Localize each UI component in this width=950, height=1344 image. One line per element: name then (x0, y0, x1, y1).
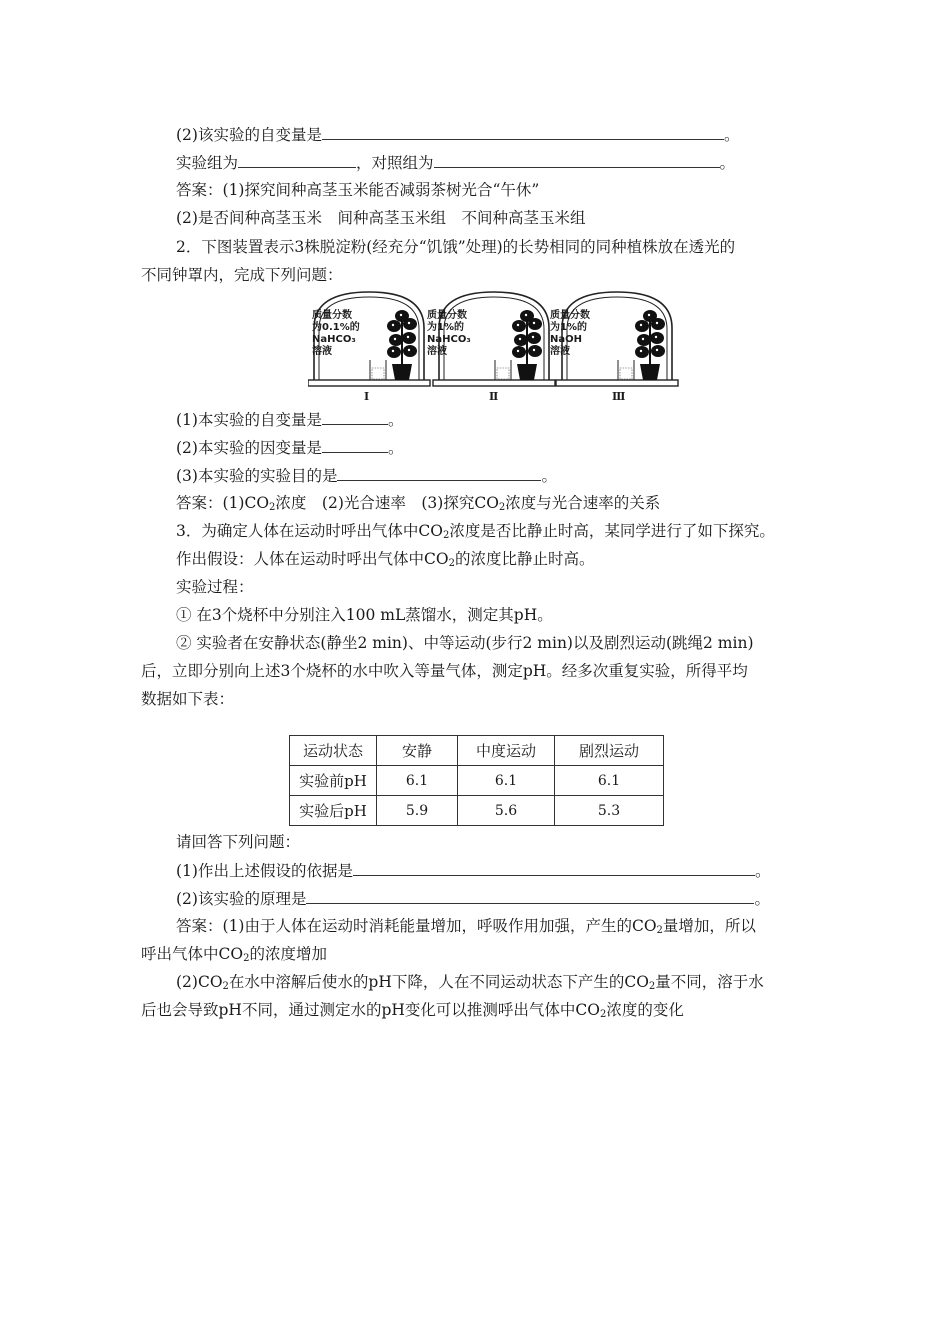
q3-step1: ① 在3个烧杯中分别注入100 mL蒸馏水，测定其pH。 (176, 606, 553, 624)
jar-label-line: 为1%的 (550, 322, 587, 333)
q2-sub3: (3)本实验的实验目的是 。 (176, 467, 557, 485)
leaf-spot (392, 324, 394, 326)
jar-label-line: 质量分数 (550, 310, 590, 321)
jar-label-line: 质量分数 (312, 310, 352, 321)
q3-sub2: (2)该实验的原理是 。 (176, 890, 770, 908)
beaker-solution (620, 368, 632, 379)
leaf-spot (533, 322, 535, 324)
jar-numeral: Ⅱ (489, 390, 499, 403)
flower-pot (392, 364, 412, 380)
table-cell: 5.3 (555, 796, 664, 826)
jar-label-line: NaOH (550, 334, 582, 345)
leaf-spot (655, 336, 657, 338)
answer-blank (322, 409, 388, 425)
q3-answer2-line2: 后也会导致pH不同，通过测定水的pH变化可以推测呼出气体中$CO_2$浓度的变化 (141, 1001, 684, 1020)
table-row (290, 766, 664, 796)
ph-data-table (289, 735, 664, 826)
q3-step2-line2: 后，立即分别向上述3个烧杯的水中吹入等量气体，测定pH。经多次重复实验，所得平均 (141, 662, 748, 680)
leaf-spot (642, 338, 644, 340)
leaf-spot (517, 350, 519, 352)
leaf-spot (648, 314, 650, 316)
leaf-spot (394, 338, 396, 340)
table-header-cell: 安静 (377, 736, 458, 766)
base-plate (308, 380, 430, 386)
jar-label-line: 质量分数 (427, 310, 467, 321)
plant-leaf (643, 310, 657, 322)
plant-leaf (528, 345, 542, 357)
jar-label-line: 溶液 (550, 346, 570, 357)
plant-leaf (512, 320, 526, 332)
q3-ask: 请回答下列问题： (176, 833, 301, 851)
jar-label-line: NaHCO₃ (427, 334, 471, 345)
plant-leaf (387, 346, 401, 358)
table-header-cell: 剧烈运动 (555, 736, 664, 766)
q2-sub1: (1)本实验的自变量是 。 (176, 411, 404, 429)
leaf-spot (525, 314, 527, 316)
table-cell: 5.6 (458, 796, 555, 826)
q2-sub2: (2)本实验的因变量是 。 (176, 439, 404, 457)
leaf-spot (532, 336, 534, 338)
flower-pot (517, 364, 537, 380)
plant-leaf (387, 320, 401, 332)
jar-label-line: 为1%的 (427, 322, 464, 333)
q2-stem-line2: 不同钟罩内，完成下列问题： (141, 266, 343, 284)
jar-label-line: 为0.1%的 (312, 322, 360, 333)
q3-step2-line3: 数据如下表： (141, 690, 235, 708)
leaf-spot (656, 322, 658, 324)
plant-leaf (402, 332, 416, 344)
base-plate (433, 380, 555, 386)
jar-solution-label (312, 310, 360, 358)
leaf-spot (533, 349, 535, 351)
leaf-spot (400, 314, 402, 316)
jar-label-line: 溶液 (427, 346, 447, 357)
jar-solution-label (427, 310, 471, 358)
bell-jar-figure (308, 288, 680, 406)
leaf-spot (407, 336, 409, 338)
table-header-cell: 中度运动 (458, 736, 555, 766)
table-cell: 6.1 (377, 766, 458, 796)
leaf-spot (392, 350, 394, 352)
table-header-cell: 运动状态 (290, 736, 377, 766)
plant-leaf (403, 345, 417, 357)
plant-leaf (514, 334, 528, 346)
answer-blank (238, 152, 356, 168)
q2-stem-line1: 2．下图装置表示3株脱淀粉(经充分“饥饿”处理)的长势相同的同种植株放在透光的 (176, 238, 736, 256)
jar-label-line: 溶液 (312, 346, 332, 357)
plant-leaf (512, 346, 526, 358)
jar-label-line: NaHCO₃ (312, 334, 356, 345)
leaf-spot (640, 350, 642, 352)
q1-answer-1: 答案：(1)探究间种高茎玉米能否减弱茶树光合“午休” (176, 181, 540, 199)
plant-leaf (635, 346, 649, 358)
q3-step2-line1: ② 实验者在安静状态(静坐2 min)、中等运动(步行2 min)以及剧烈运动(跳绳2 min) (176, 634, 754, 652)
plant-leaf (527, 332, 541, 344)
q3-hypothesis: 作出假设：人体在运动时呼出气体中$CO_2$的浓度比静止时高。 (176, 550, 595, 569)
answer-blank (434, 152, 720, 168)
table-header-row (290, 736, 664, 766)
jar-solution-label (550, 310, 590, 358)
table-cell: 实验后pH (290, 796, 377, 826)
leaf-spot (656, 349, 658, 351)
q3-answer2-line1: $(2)CO_2$在水中溶解后使水的pH下降，人在不同运动状态下产生的$CO_2$量不同，溶于水 (176, 973, 764, 992)
beaker-solution (372, 368, 384, 379)
q1-sub2-line: (2)该实验的自变量是 。 (176, 126, 740, 144)
table-cell: 6.1 (458, 766, 555, 796)
table-cell: 6.1 (555, 766, 664, 796)
answer-blank (306, 888, 754, 904)
leaf-spot (517, 324, 519, 326)
table-row (290, 796, 664, 826)
q3-process-label: 实验过程： (176, 578, 254, 596)
answer-blank (353, 860, 755, 876)
leaf-spot (519, 338, 521, 340)
q3-answer1-line2: 呼出气体中$CO_2$的浓度增加 (141, 945, 327, 964)
plant-leaf (637, 334, 651, 346)
jar-numeral: Ⅰ (364, 390, 370, 403)
q3-answer1-line1: 答案：(1)由于人体在运动时消耗能量增加，呼吸作用加强，产生的$CO_2$量增加，所以 (176, 917, 756, 936)
table-cell: 实验前pH (290, 766, 377, 796)
flower-pot (640, 364, 660, 380)
plant-leaf (395, 310, 409, 322)
jar-numeral: Ⅲ (612, 390, 626, 403)
plant-leaf (651, 345, 665, 357)
q1-answer-2: (2)是否间种高茎玉米 间种高茎玉米组 不间种高茎玉米组 (176, 209, 586, 227)
base-plate (556, 380, 678, 386)
plant-leaf (650, 332, 664, 344)
answer-blank (322, 437, 388, 453)
plant-leaf (389, 334, 403, 346)
table-cell: 5.9 (377, 796, 458, 826)
answer-blank (322, 124, 724, 140)
answer-blank (337, 465, 541, 481)
beaker-solution (497, 368, 509, 379)
plant-leaf (520, 310, 534, 322)
leaf-spot (408, 349, 410, 351)
leaf-spot (640, 324, 642, 326)
leaf-spot (408, 322, 410, 324)
bell-jar-diagram (308, 288, 680, 406)
q3-stem: 3．为确定人体在运动时呼出气体中$CO_2$浓度是否比静止时高，某同学进行了如下探究。 (176, 522, 775, 541)
plant-leaf (635, 320, 649, 332)
q1-groups-line: 实验组为 ，对照组为 。 (176, 154, 736, 172)
q2-answer: 答案：$(1)CO_2$浓度 (2)光合速率 (3)探究$CO_2$浓度与光合速率的关系 (176, 494, 661, 513)
q3-sub1: (1)作出上述假设的依据是 。 (176, 862, 771, 880)
